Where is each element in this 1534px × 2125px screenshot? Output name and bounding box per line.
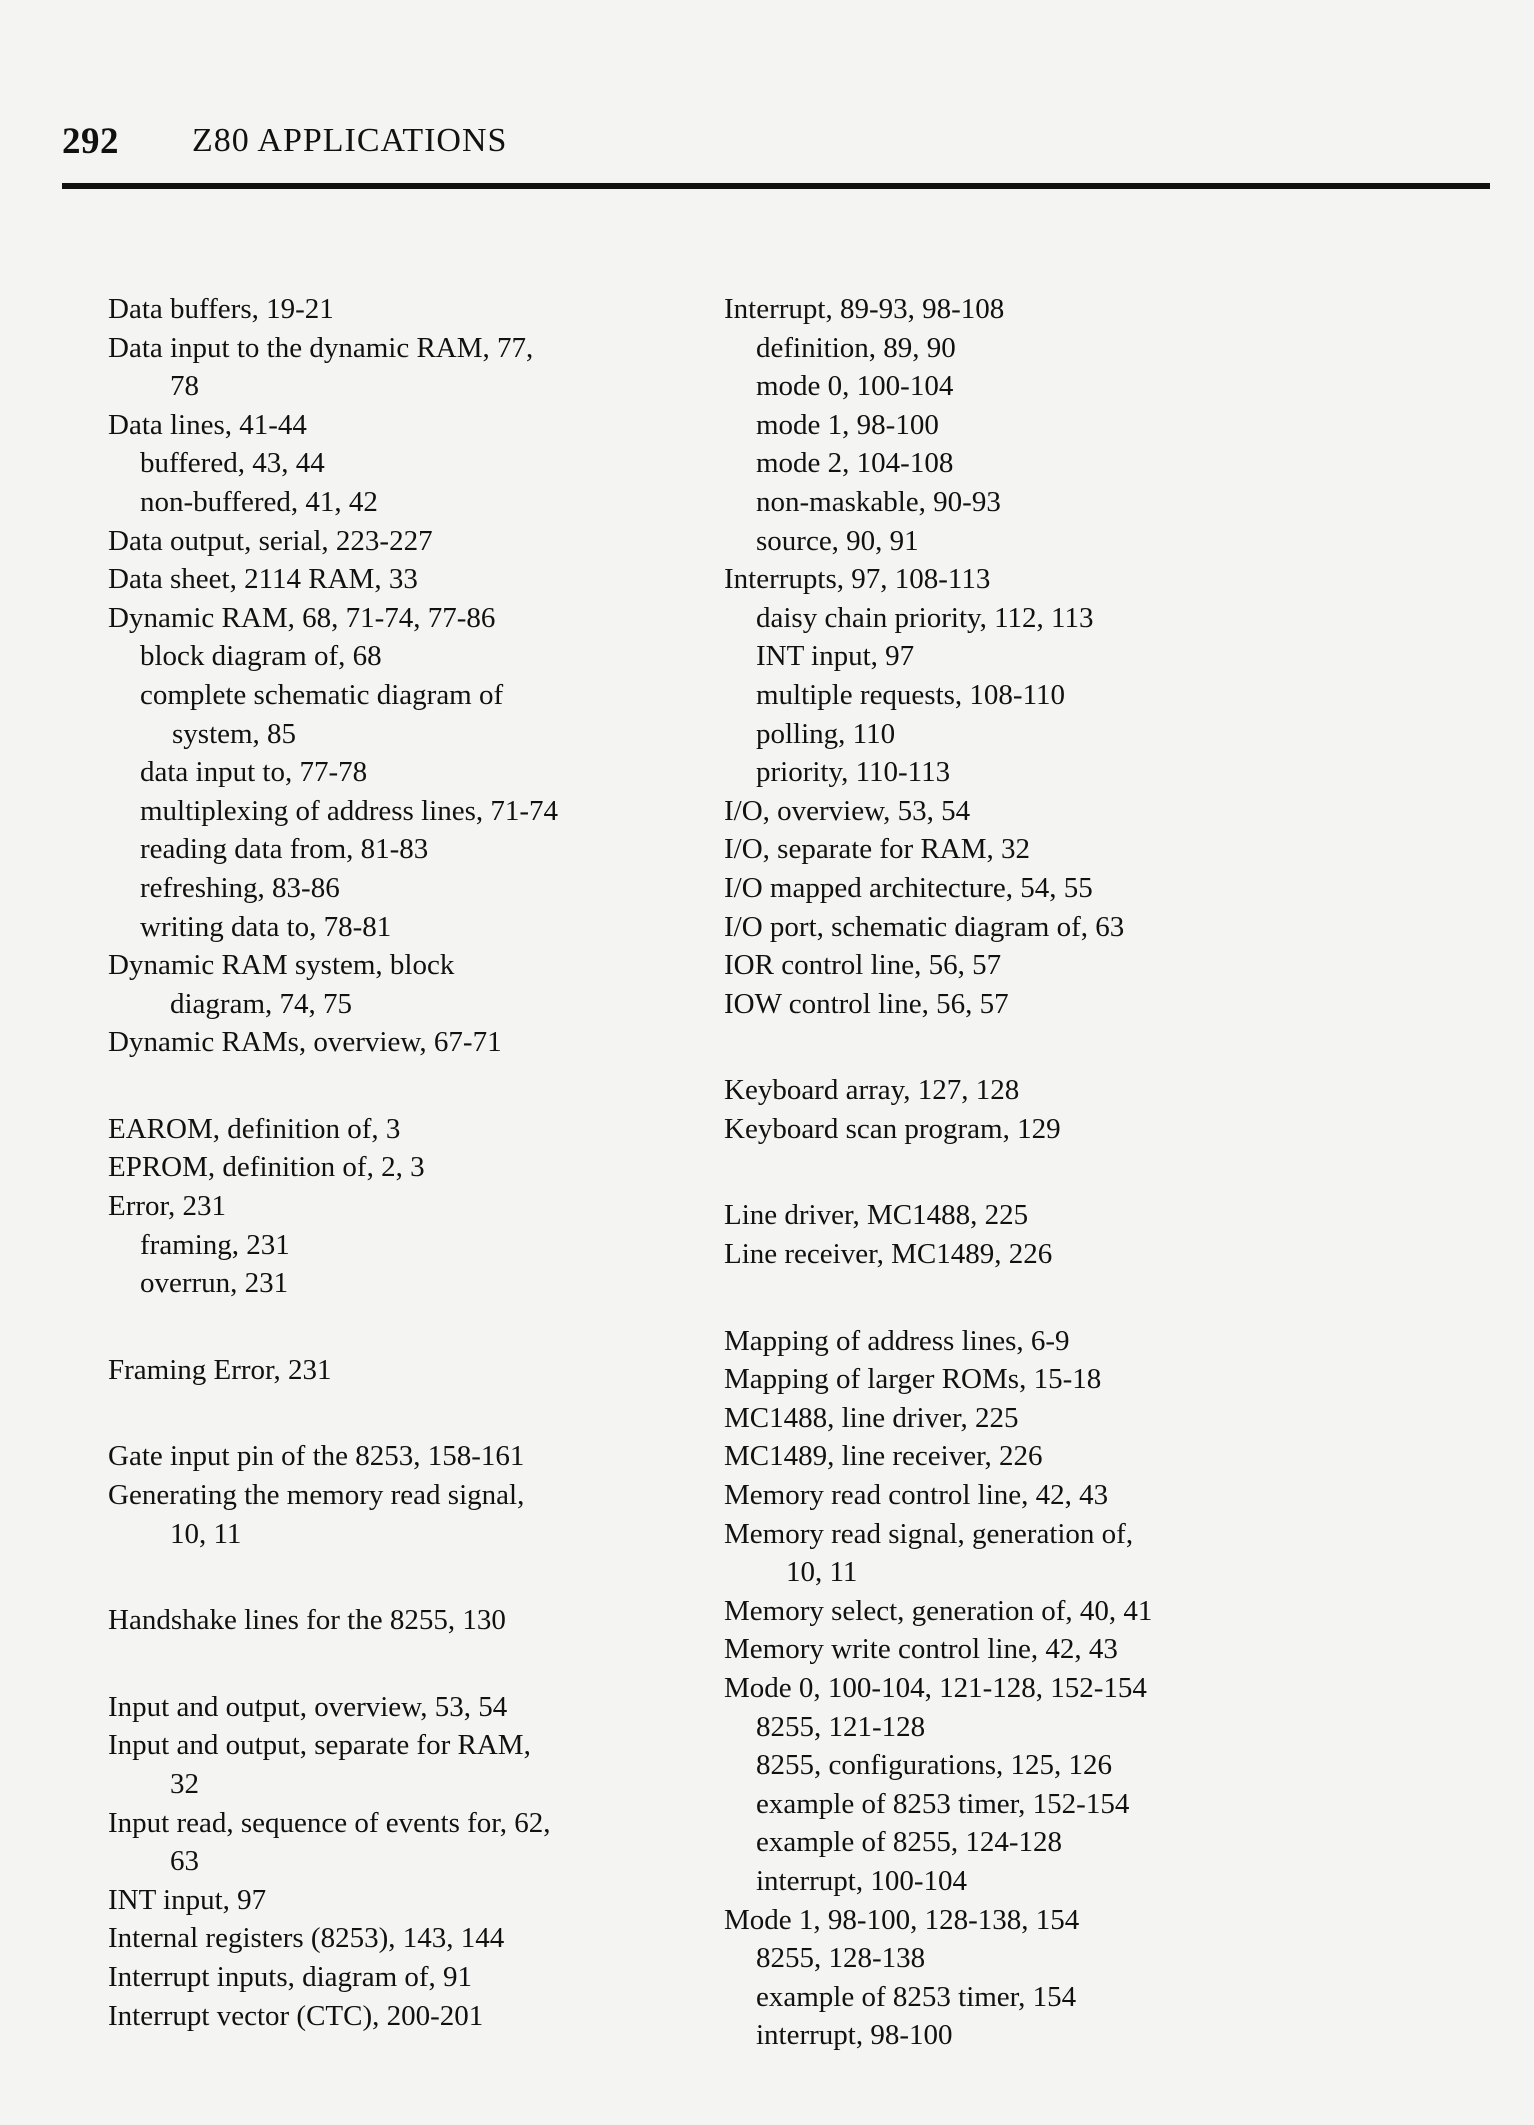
index-subentry: data input to, 77-78 (140, 756, 368, 789)
index-entry: EAROM, definition of, 3 (108, 1112, 401, 1145)
index-subentry: mode 0, 100-104 (756, 370, 954, 403)
index-subentry: definition, 89, 90 (756, 331, 956, 364)
index-entry: Framing Error, 231 (108, 1353, 332, 1386)
index-entry: Error, 231 (108, 1190, 227, 1223)
index-entry: Interrupt vector (CTC), 200-201 (108, 1999, 484, 2032)
index-subentry: daisy chain priority, 112, 113 (756, 601, 1094, 634)
index-subentry: priority, 110-113 (756, 756, 951, 789)
index-subentry: source, 90, 91 (756, 524, 919, 557)
index-entry: Mode 0, 100-104, 121-128, 152-154 (724, 1672, 1147, 1704)
index-subentry: non-buffered, 41, 42 (140, 485, 378, 518)
index-entry: Memory read control line, 42, 43 (724, 1479, 1109, 1512)
index-entry: MC1489, line receiver, 226 (724, 1440, 1043, 1473)
index-entry: I/O mapped architecture, 54, 55 (724, 871, 1093, 904)
index-subentry: multiple requests, 108-110 (756, 678, 1066, 711)
section-gap (724, 1274, 1344, 1322)
page-number: 292 (62, 121, 119, 162)
index-entry: MC1488, line driver, 225 (724, 1401, 1019, 1434)
index-entry: Interrupt inputs, diagram of, 91 (108, 1960, 473, 1993)
index-entry: Line receiver, MC1489, 226 (724, 1238, 1053, 1271)
index-entry: Input and output, separate for RAM, (108, 1729, 531, 1762)
index-subentry: example of 8253 timer, 152-154 (756, 1787, 1130, 1820)
index-entry-continuation: 10, 11 (170, 1517, 242, 1550)
index-column-right (724, 290, 1344, 2055)
running-head: Z80 APPLICATIONS (192, 122, 508, 159)
section-gap (724, 1148, 1344, 1196)
index-entry: Memory write control line, 42, 43 (724, 1633, 1118, 1666)
index-subentry: overrun, 231 (140, 1267, 289, 1300)
index-entry-continuation: 10, 11 (786, 1556, 858, 1589)
index-entry: Gate input pin of the 8253, 158-161 (108, 1440, 525, 1473)
index-subentry: 8255, 121-128 (756, 1710, 926, 1743)
index-entry: Generating the memory read signal, (108, 1479, 525, 1512)
section-gap (108, 1553, 728, 1601)
index-entry: Dynamic RAM, 68, 71-74, 77-86 (108, 601, 496, 634)
index-entry: Mapping of address lines, 6-9 (724, 1324, 1070, 1357)
index-column-left (108, 290, 728, 2035)
index-subentry: 8255, 128-138 (756, 1942, 926, 1975)
index-subentry: non-maskable, 90-93 (756, 485, 1001, 518)
index-entry-continuation: system, 85 (172, 717, 297, 750)
index-subentry: complete schematic diagram of (140, 678, 504, 711)
index-entry-continuation: 63 (170, 1845, 199, 1878)
index-subentry: interrupt, 98-100 (756, 2019, 953, 2052)
index-entry: Memory read signal, generation of, (724, 1517, 1134, 1550)
section-gap (724, 1023, 1344, 1071)
index-entry-continuation: 32 (170, 1768, 199, 1800)
section-gap (108, 1640, 728, 1688)
index-subentry: buffered, 43, 44 (140, 447, 325, 480)
index-subentry: interrupt, 100-104 (756, 1864, 968, 1897)
index-entry: IOR control line, 56, 57 (724, 949, 1002, 982)
index-entry: INT input, 97 (108, 1883, 267, 1916)
index-subentry: writing data to, 78-81 (140, 910, 392, 943)
index-entry-continuation: 78 (170, 370, 199, 403)
index-entry: Line driver, MC1488, 225 (724, 1199, 1029, 1232)
index-entry: EPROM, definition of, 2, 3 (108, 1151, 425, 1184)
index-subentry: multiplexing of address lines, 71-74 (140, 794, 559, 827)
index-subentry: mode 2, 104-108 (756, 447, 954, 480)
index-entry: Memory select, generation of, 40, 41 (724, 1594, 1153, 1627)
header-rule (62, 183, 1490, 189)
section-gap (108, 1389, 728, 1437)
index-entry: Dynamic RAMs, overview, 67-71 (108, 1026, 502, 1059)
page-header (62, 120, 1492, 180)
index-subentry: INT input, 97 (756, 640, 915, 673)
index-entry: Internal registers (8253), 143, 144 (108, 1922, 505, 1955)
index-entry: I/O port, schematic diagram of, 63 (724, 910, 1125, 943)
index-entry: Dynamic RAM system, block (108, 949, 455, 982)
index-entry: Mapping of larger ROMs, 15-18 (724, 1363, 1102, 1396)
index-entry: Keyboard scan program, 129 (724, 1112, 1061, 1145)
index-subentry: 8255, configurations, 125, 126 (756, 1749, 1113, 1782)
index-subentry: reading data from, 81-83 (140, 833, 429, 866)
index-entry: Data lines, 41-44 (108, 408, 307, 441)
index-entry-continuation: diagram, 74, 75 (170, 987, 353, 1020)
index-entry: IOW control line, 56, 57 (724, 987, 1009, 1020)
index-entry: Keyboard array, 127, 128 (724, 1074, 1020, 1107)
index-subentry: example of 8255, 124-128 (756, 1826, 1063, 1859)
index-entry: Data output, serial, 223-227 (108, 524, 433, 557)
index-entry: I/O, overview, 53, 54 (724, 794, 971, 827)
index-entry: Data buffers, 19-21 (108, 293, 334, 325)
index-entry: I/O, separate for RAM, 32 (724, 833, 1031, 866)
index-entry: Handshake lines for the 8255, 130 (108, 1604, 506, 1637)
index-entry: Interrupt, 89-93, 98-108 (724, 293, 1005, 325)
index-subentry: framing, 231 (140, 1228, 290, 1261)
index-entry: Data input to the dynamic RAM, 77, (108, 331, 534, 364)
index-subentry: mode 1, 98-100 (756, 408, 939, 441)
index-entry: Input and output, overview, 53, 54 (108, 1690, 508, 1723)
index-entry: Data sheet, 2114 RAM, 33 (108, 563, 418, 596)
index-entry: Input read, sequence of events for, 62, (108, 1806, 551, 1839)
index-entry: Mode 1, 98-100, 128-138, 154 (724, 1903, 1080, 1936)
section-gap (108, 1062, 728, 1110)
index-subentry: refreshing, 83-86 (140, 871, 340, 904)
index-subentry: example of 8253 timer, 154 (756, 1980, 1077, 2013)
section-gap (108, 1303, 728, 1351)
index-subentry: block diagram of, 68 (140, 640, 382, 673)
index-subentry: polling, 110 (756, 717, 896, 750)
index-entry: Interrupts, 97, 108-113 (724, 563, 991, 596)
